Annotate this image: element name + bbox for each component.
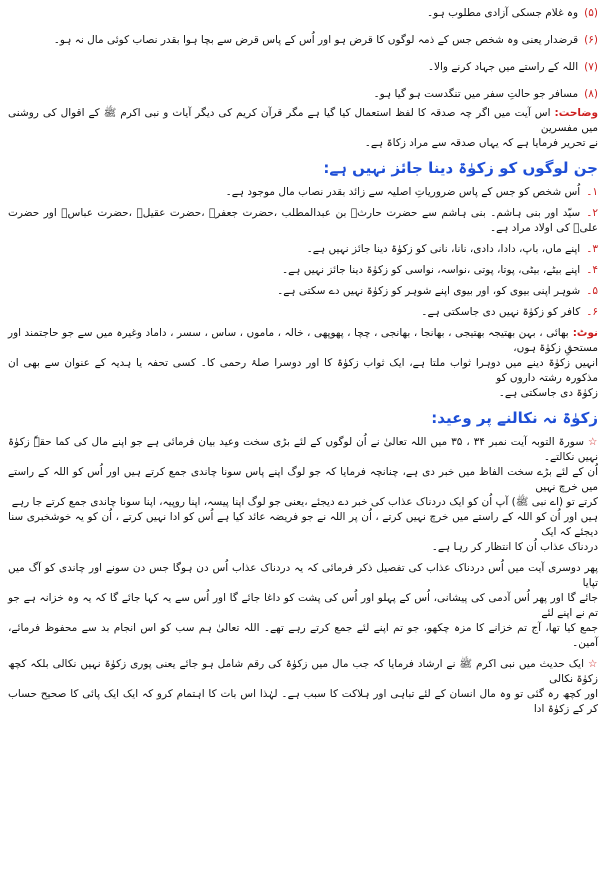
item-number: ۱۔ bbox=[586, 186, 598, 198]
explanation-text: نے تحریر فرمایا ہے کہ یہاں صدقہ سے مراد زکاۃ ہے۔ bbox=[364, 137, 598, 149]
paragraph-line bbox=[8, 591, 598, 621]
item-number: ۳۔ bbox=[586, 243, 598, 255]
warning-paragraph bbox=[8, 435, 598, 555]
list-top bbox=[8, 6, 598, 102]
item-text: شوہر اپنی بیوی کو، اور بیوی اپنے شوہر کو زکوٰۃ نہیں دے سکتی ہے۔ bbox=[277, 285, 581, 297]
explanation-block bbox=[8, 106, 598, 151]
explanation-text: اس آیت میں اگر چہ صدقہ کا لفظ استعمال کیا گیا ہے مگر قرآن کریم کی دیگر آیات و نبی اکرم ﷺ کے اقوال کی روشنی میں مفسرین bbox=[8, 107, 598, 134]
paragraph-line bbox=[8, 495, 598, 510]
explanation-line bbox=[8, 136, 598, 151]
list-not-allowed bbox=[8, 185, 598, 320]
hadith-paragraph bbox=[8, 657, 598, 717]
list-item bbox=[8, 185, 598, 200]
list-item bbox=[8, 242, 598, 257]
warning-paragraph bbox=[8, 561, 598, 651]
item-number: (۸) bbox=[584, 88, 598, 100]
item-text: وہ غلام جسکی آزادی مطلوب ہو۔ bbox=[427, 7, 579, 19]
paragraph-text: ایک حدیث میں نبی اکرم ﷺ نے ارشاد فرمایا کہ جب مال میں زکوٰۃ کی رقم شامل ہو جائے یعنی پوری زکوٰۃ نہیں نکالی بلکہ کچھ زکوٰۃ نکالی bbox=[8, 658, 598, 685]
item-text: کافر کو زکوٰۃ نہیں دی جاسکتی ہے۔ bbox=[421, 306, 581, 318]
note-line bbox=[8, 326, 598, 356]
note-text: بھائی ، بہن بھتیجہ بھتیجی ، بھانجا ، بھانجی ، چچا ، پھوپھی ، خالہ ، ماموں ، ساس ، سسر ، داماد وغیرہ میں سے جو حاجتمند اور مستحقِ زکوٰۃ ہوں، bbox=[8, 327, 598, 354]
paragraph-line bbox=[8, 435, 598, 465]
item-number: (۵) bbox=[584, 7, 598, 19]
note-line bbox=[8, 386, 598, 401]
item-number: (۶) bbox=[584, 34, 598, 46]
item-text: مسافر جو حالتِ سفر میں تنگدست ہو گیا ہو۔ bbox=[373, 88, 579, 100]
list-item bbox=[8, 206, 598, 236]
paragraph-line bbox=[8, 687, 598, 717]
item-text: اللہ کے راستے میں جہاد کرنے والا۔ bbox=[427, 61, 579, 73]
list-item bbox=[8, 33, 598, 48]
item-number: ۶۔ bbox=[586, 306, 598, 318]
note-label: نوٹ: bbox=[572, 327, 598, 339]
paragraph-line bbox=[8, 621, 598, 651]
paragraph-text: جائے گا اور پھر اُس آدمی کی پیشانی، اُس کے پہلو اور اُس کی پشت کو داغا جائے گا اور اُس سے یہ کہا جائے گا کہ یہ وہ خزانہ ہے جو تم نے اپنے لئے bbox=[8, 592, 598, 619]
list-item bbox=[8, 305, 598, 320]
paragraph-line bbox=[8, 657, 598, 687]
item-number: (۷) bbox=[584, 61, 598, 73]
explanation-line bbox=[8, 106, 598, 136]
item-number: ۲۔ bbox=[586, 207, 598, 219]
list-item bbox=[8, 87, 598, 102]
list-item bbox=[8, 60, 598, 75]
star-icon: ☆ bbox=[588, 658, 598, 670]
paragraph-line bbox=[8, 465, 598, 495]
paragraph-text: دردناک عذاب اُن کا انتظار کر رہا ہے۔ bbox=[431, 541, 598, 553]
note-block bbox=[8, 326, 598, 401]
paragraph-text: اور کچھ رہ گئی تو وہ مال انسان کے لئے تباہی اور ہلاکت کا سبب ہے۔ لہٰذا اس بات کا اہتمام کرو کہ ایک ایک پائی کا صحیح حساب کر کے زکوٰۃ ادا bbox=[8, 688, 598, 715]
paragraph-text: ہیں اور اُن کو اللہ کے راستے میں خرچ نہیں کرتے ، اُن پر اللہ نے جو فریضہ عائد کیا ہے اُس کو ادا نہیں کرتے ، اُن کو یہ خوشخبری سنا دیجئے کہ ایک bbox=[8, 511, 598, 538]
paragraph-text: پھر دوسری آیت میں اُس دردناک عذاب کی تفصیل ذکر فرمائی کہ یہ دردناک عذاب اُس دن ہوگا جس دن سونے اور چاندی کو آگ میں تپایا bbox=[8, 562, 598, 589]
list-item bbox=[8, 6, 598, 21]
section-heading: جن لوگوں کو زکوٰۃ دینا جائز نہیں ہے: bbox=[323, 159, 598, 177]
section-heading: زکوٰۃ نہ نکالنے پر وعید: bbox=[431, 409, 598, 427]
item-text: سیّد اور بنی ہاشم۔ بنی ہاشم سے حضرت حارثؓ بن عبدالمطلب ،حضرت جعفرؓ ،حضرت عقیلؓ ،حضرت عباسؓ اور حضرت علیؓ کی اولاد مراد ہے۔ bbox=[8, 207, 598, 234]
item-text: اپنے ماں، باپ، دادا، دادی، نانا، نانی کو زکوٰۃ دینا جائز نہیں ہے۔ bbox=[306, 243, 581, 255]
explanation-label: وضاحت: bbox=[554, 107, 598, 119]
item-text: اُس شخص کو جس کے پاس ضروریاتِ اصلیہ سے زائد بقدر نصاب مال موجود ہے۔ bbox=[225, 186, 581, 198]
list-item bbox=[8, 284, 598, 299]
paragraph-text: جمع کیا تھا، آج تم خزانے کا مزہ چکھو، جو تم اپنے لئے جمع کرتے رہے تھے۔ اللہ تعالیٰ ہم سب کو اس انجام بد سے محفوظ فرمائے، آمین۔ bbox=[8, 622, 598, 649]
note-line bbox=[8, 356, 598, 386]
note-text: انہیں زکوٰۃ دینے میں دوہرا ثواب ملتا ہے، ایک ثواب زکوٰۃ کا اور دوسرا صلۂ رحمی کا۔ کسی تحفہ یا ہدیہ کے عنوان سے بھی ان مذکورہ رشتہ داروں کو bbox=[8, 357, 598, 384]
item-number: ۵۔ bbox=[586, 285, 598, 297]
list-item bbox=[8, 263, 598, 278]
paragraph-text: اُن کے لئے بڑے سخت الفاظ میں خبر دی ہے، چنانچہ فرمایا کہ جو لوگ اپنے پاس سونا چاندی جمع کرتے ہیں اور اُس کو اللہ کے راستے میں خرچ نہیں bbox=[8, 466, 598, 493]
paragraph-line bbox=[8, 510, 598, 540]
paragraph-line bbox=[8, 540, 598, 555]
paragraph-line bbox=[8, 561, 598, 591]
paragraph-text: سورۃ التوبہ آیت نمبر ۳۴ ، ۳۵ میں اللہ تعالیٰ نے اُن لوگوں کے لئے بڑی سخت وعید بیان فرمائی ہے جو اپنے مال کی کما حقہٗ زکوٰۃ نہیں نکالتے۔ bbox=[8, 436, 598, 463]
paragraph-text: کرتے تو (اے نبی ﷺ) آپ اُن کو ایک دردناک عذاب کی خبر دے دیجئے ،یعنی جو لوگ اپنا پیسہ، اپنا روپیہ، اپنا سونا چاندی جمع کرتے جا رہے bbox=[11, 496, 598, 508]
note-text: زکوٰۃ دی جاسکتی ہے۔ bbox=[498, 387, 598, 399]
star-icon: ☆ bbox=[588, 436, 599, 448]
item-number: ۴۔ bbox=[586, 264, 598, 276]
item-text: اپنے بیٹے، بیٹی، پوتا، پوتی ،نواسہ، نواسی کو زکوٰۃ دینا جائز نہیں ہے۔ bbox=[281, 264, 581, 276]
item-text: قرضدار یعنی وہ شخص جس کے ذمہ لوگوں کا قرض ہو اور اُس کے پاس قرض سے بچا ہوا بقدر نصاب کوئی مال نہ ہو۔ bbox=[53, 34, 579, 46]
